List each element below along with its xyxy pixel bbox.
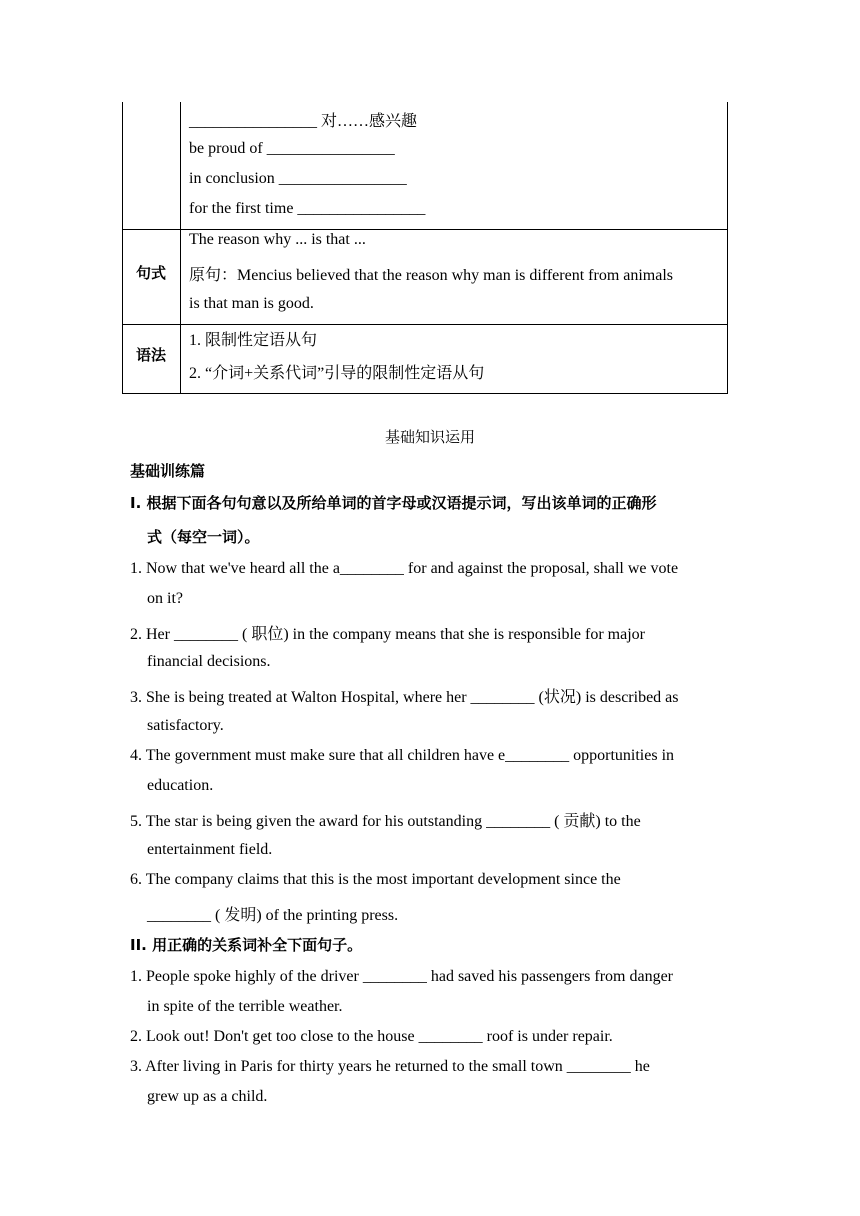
question-line: 2. Her ________ ( 职位) in the company means that she is responsible for major (130, 626, 646, 643)
question-line-cont: on it? (147, 590, 183, 607)
question-line: 6. The company claims that this is the most important development since the (130, 871, 621, 888)
section1-title (130, 492, 657, 513)
question-line: 1. People spoke highly of the driver ________ had saved his passengers from danger (130, 968, 673, 985)
question-line: 2. Look out! Don't get too close to the house ________ roof is under repair. (130, 1028, 613, 1045)
question-line-cont: grew up as a child. (147, 1088, 268, 1105)
question-line-cont: ________ ( 发明) of the printing press. (147, 907, 399, 924)
question-line-cont: financial decisions. (147, 653, 271, 670)
question-line: 3. She is being treated at Walton Hospital, where her ________ (状况) is described as (130, 689, 679, 706)
table-column-divider (180, 102, 181, 394)
section-heading: 基础知识运用 (384, 428, 475, 446)
section2-title (130, 934, 362, 955)
subheading: 基础训练篇 (130, 462, 206, 480)
grammar-label: 语法 (135, 346, 166, 364)
sentence-pattern-label: 句式 (135, 264, 166, 282)
vocab-line: in conclusion ________________ (189, 170, 407, 187)
question-line-cont: entertainment field. (147, 841, 273, 858)
question-line: 4. The government must make sure that all children have e________ opportunities in (130, 747, 675, 764)
vocab-line: be proud of ________________ (189, 140, 395, 157)
sentence-line: is that man is good. (189, 295, 314, 312)
table-row-divider (122, 324, 728, 325)
question-line: 5. The star is being given the award for his outstanding ________ ( 贡献) to the (130, 813, 641, 830)
question-line-cont: in spite of the terrible weather. (147, 998, 343, 1015)
sentence-line: The reason why ... is that ... (189, 231, 366, 248)
table-border-bottom (122, 393, 728, 394)
table-row-divider (122, 229, 728, 230)
grammar-line: 1. 限制性定语从句 (189, 332, 318, 349)
vocab-line: ________________ 对……感兴趣 (189, 113, 418, 130)
grammar-line: 2. “介词+关系代词”引导的限制性定语从句 (189, 365, 485, 382)
sentence-line: 原句：Mencius believed that the reason why man is different from animals (189, 267, 674, 284)
section1-title-line1: I. 根据下面各句句意以及所给单词的首字母或汉语提示词，写出该单词的正确形 (130, 494, 657, 512)
question-line-cont: education. (147, 777, 214, 794)
section1-title-line2: 式（每空一词）。 (147, 528, 260, 546)
table-border-right (727, 102, 728, 394)
section1-title-cont (147, 526, 260, 547)
question-line: 1. Now that we've heard all the a________ for and against the proposal, shall we vote (130, 560, 679, 577)
vocab-line: for the first time ________________ (189, 200, 426, 217)
section2-title-text: II. 用正确的关系词补全下面句子。 (130, 936, 363, 954)
question-line-cont: satisfactory. (147, 717, 224, 734)
summary-table (122, 102, 728, 394)
question-line: 3. After living in Paris for thirty years he returned to the small town ________ he (130, 1058, 650, 1075)
